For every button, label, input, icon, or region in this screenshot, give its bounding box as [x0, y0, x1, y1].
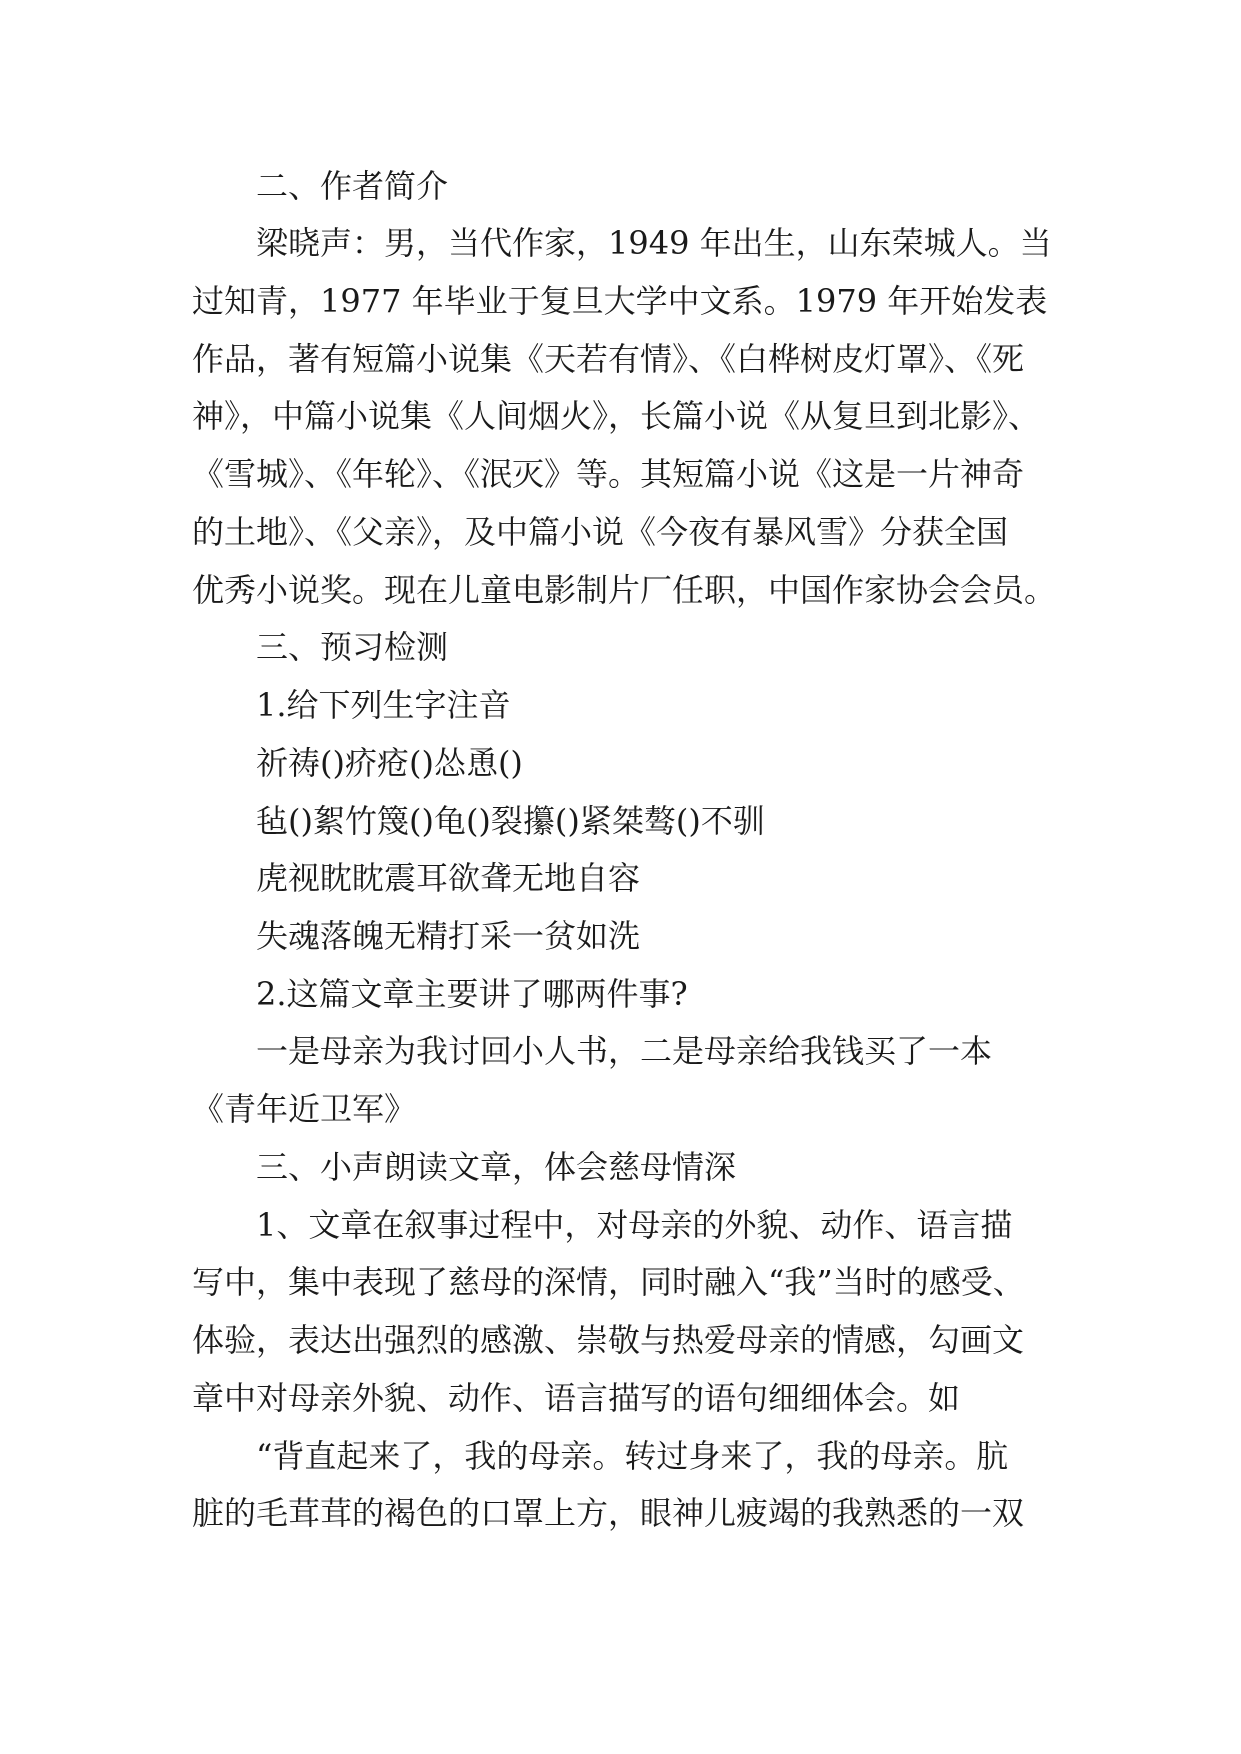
paragraph-line: 体验，表达出强烈的感激、崇敬与热爱母亲的情感，勾画文	[192, 1321, 1025, 1359]
vocab-line: 虎视眈眈震耳欲聋无地自容	[256, 859, 641, 897]
section-heading-preview-check: 三、预习检测	[256, 628, 449, 666]
paragraph-line: 章中对母亲外貌、动作、语言描写的语句细细体会。如	[192, 1379, 961, 1417]
paragraph-line: 1、文章在叙事过程中，对母亲的外貌、动作、语言描	[256, 1206, 1013, 1244]
paragraph-line: 写中，集中表现了慈母的深情，同时融入“我”当时的感受、	[192, 1263, 1025, 1301]
answer-line: 一是母亲为我讨回小人书，二是母亲给我钱买了一本	[256, 1032, 993, 1070]
quote-line: “背直起来了，我的母亲。转过身来了，我的母亲。肮	[256, 1437, 1009, 1475]
vocab-line: 失魂落魄无精打采一贫如洗	[256, 917, 641, 955]
paragraph-line: 梁晓声：男，当代作家，1949 年出生，山东荣城人。当	[256, 224, 1052, 262]
paragraph-line: 优秀小说奖。现在儿童电影制片厂任职，中国作家协会会员。	[192, 571, 1057, 609]
question-heading: 2.这篇文章主要讲了哪两件事?	[256, 975, 688, 1013]
question-heading: 1.给下列生字注音	[256, 686, 511, 724]
section-heading-reading: 三、小声朗读文章，体会慈母情深	[256, 1148, 737, 1186]
paragraph-line: 过知青，1977 年毕业于复旦大学中文系。1979 年开始发表	[192, 282, 1048, 320]
paragraph-line: 作品，著有短篇小说集《天若有情》、《白桦树皮灯罩》、《死	[192, 340, 1025, 378]
vocab-line: 祈祷()疥疮()怂恿()	[256, 744, 523, 782]
paragraph-line: 《雪城》、《年轮》、《泯灭》等。其短篇小说《这是一片神奇	[192, 455, 1025, 493]
section-heading-author-intro: 二、作者简介	[256, 167, 449, 205]
vocab-line: 毡()絮竹篾()龟()裂攥()紧桀骜()不驯	[256, 802, 765, 840]
answer-line: 《青年近卫军》	[192, 1090, 417, 1128]
paragraph-line: 的土地》、《父亲》，及中篇小说《今夜有暴风雪》分获全国	[192, 513, 1009, 551]
paragraph-line: 神》，中篇小说集《人间烟火》，长篇小说《从复旦到北影》、	[192, 397, 1041, 435]
quote-line: 脏的毛茸茸的褐色的口罩上方，眼神儿疲竭的我熟悉的一双	[192, 1494, 1025, 1532]
